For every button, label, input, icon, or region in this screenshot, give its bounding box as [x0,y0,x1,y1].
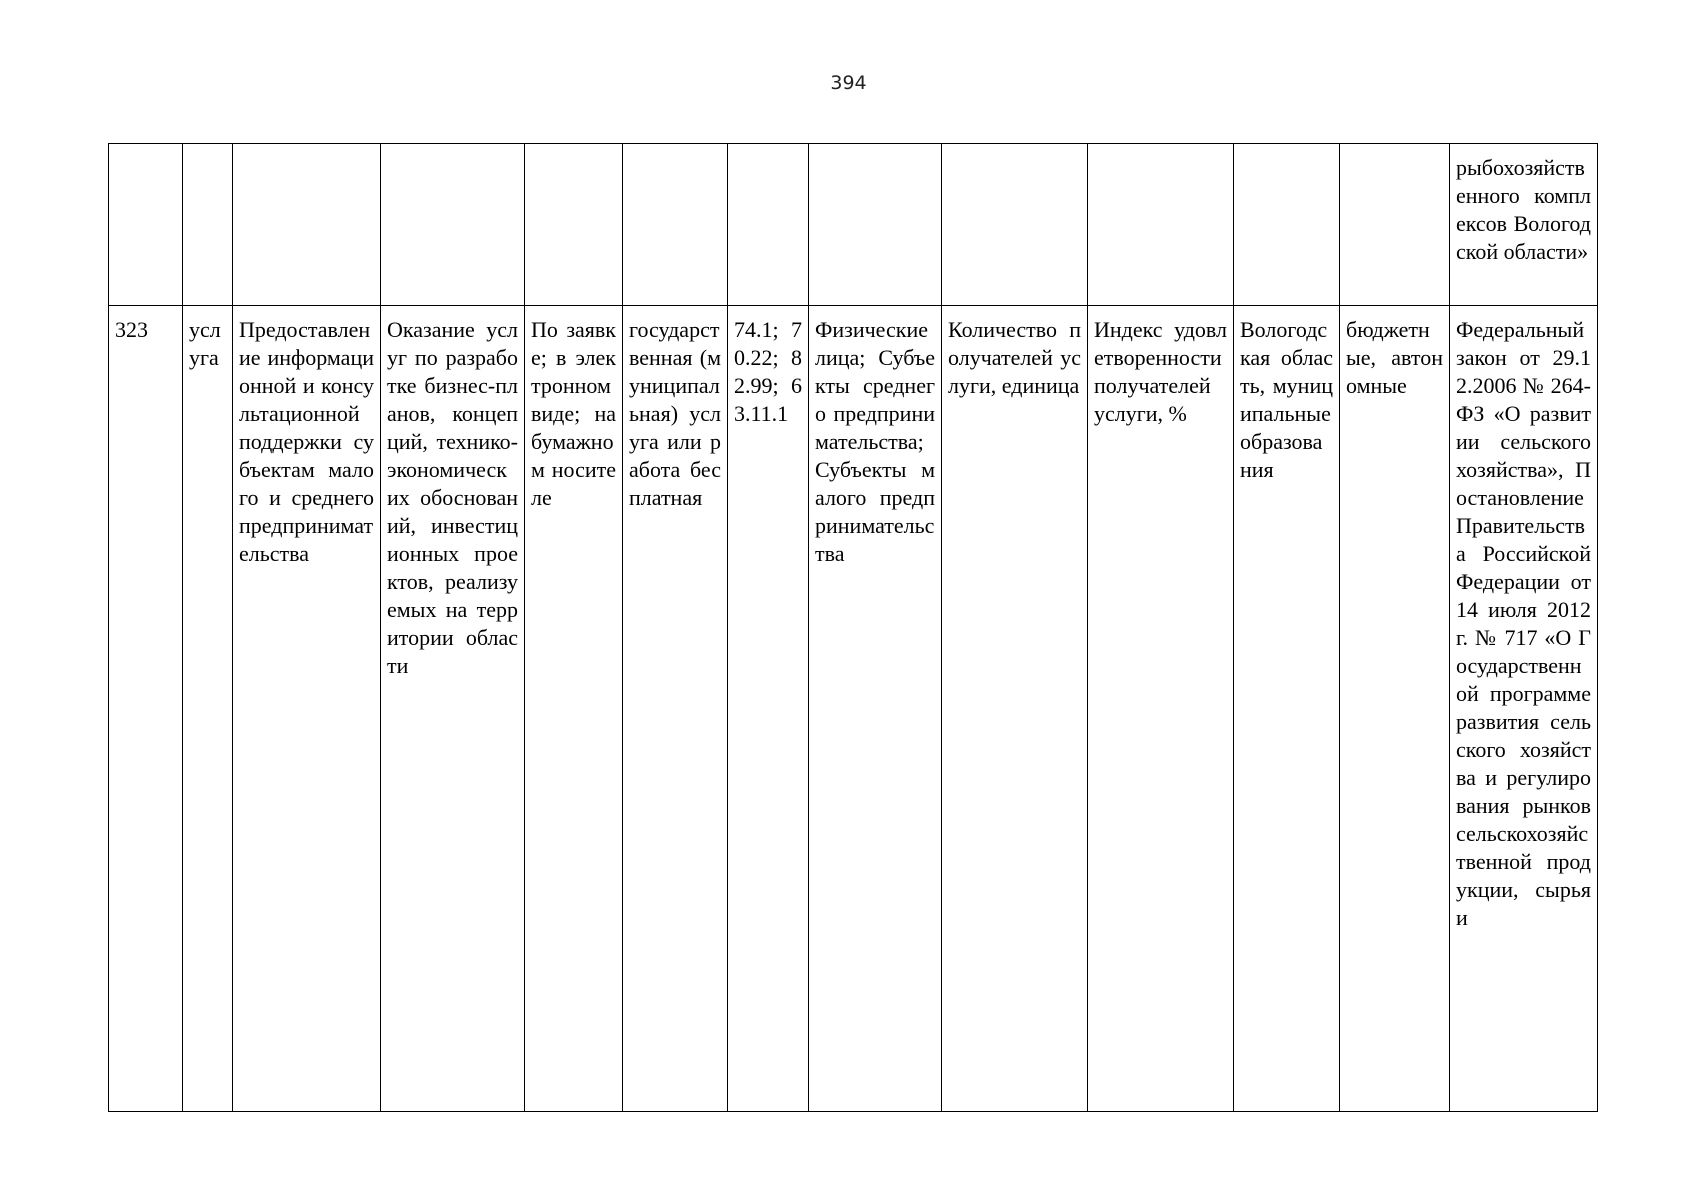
institution-type-cell: бюджетные, автономные [1340,306,1450,1112]
table-cell [809,144,942,306]
volume-indicator-cell: Количество получателей услуги, единица [942,306,1088,1112]
legal-basis-cell: Федеральный закон от 29.12.2006 № 264-ФЗ «О развитии сельского хозяйства», Постановление Правительства Российской Федерации от 14 июля 2012 г. № 717 «О Государственной программе развития сельского хозяйства и регулирования рынков сельскохозяйственной продукции, сырья и [1450,306,1598,1112]
registry-table [108,143,1598,1112]
table-cell [109,144,183,306]
territory-cell: Вологодская область, муниципальные образования [1234,306,1340,1112]
table-cell [233,144,381,306]
table-cell [381,144,525,306]
service-content-cell: Оказание услуг по разработке бизнес-планов, концепций, технико-экономических обоснований, инвестиционных проектов, реализуемых на территории области [381,306,525,1112]
recipients-cell: Физические лица; Субъекты среднего предпринимательства; Субъекты малого предпринимательства [809,306,942,1112]
table-row [109,306,1598,1112]
type-cell: услуга [183,306,233,1112]
legal-basis-continuation-cell: рыбохозяйственного комплексов Вологодской области» [1450,144,1598,306]
table-row [109,144,1598,306]
payment-status-cell: государственная (муниципальная) услуга или работа бесплатная [623,306,728,1112]
service-name-cell: Предоставление информационной и консультационной поддержки субъектам малого и среднего предпринимательства [233,306,381,1112]
table-cell [1088,144,1234,306]
table-cell [183,144,233,306]
okved-codes-cell: 74.1; 70.22; 82.99; 63.11.1 [728,306,809,1112]
table-cell [942,144,1088,306]
page-number: 394 [830,72,867,94]
table-cell [1234,144,1340,306]
quality-indicator-cell: Индекс удовлетворенности получателей услуги, % [1088,306,1234,1112]
table-cell [525,144,623,306]
table-cell [623,144,728,306]
delivery-form-cell: По заявке; в электронном виде; на бумажном носителе [525,306,623,1112]
table-cell [1340,144,1450,306]
row-number-cell: 323 [109,306,183,1112]
table-cell [728,144,809,306]
